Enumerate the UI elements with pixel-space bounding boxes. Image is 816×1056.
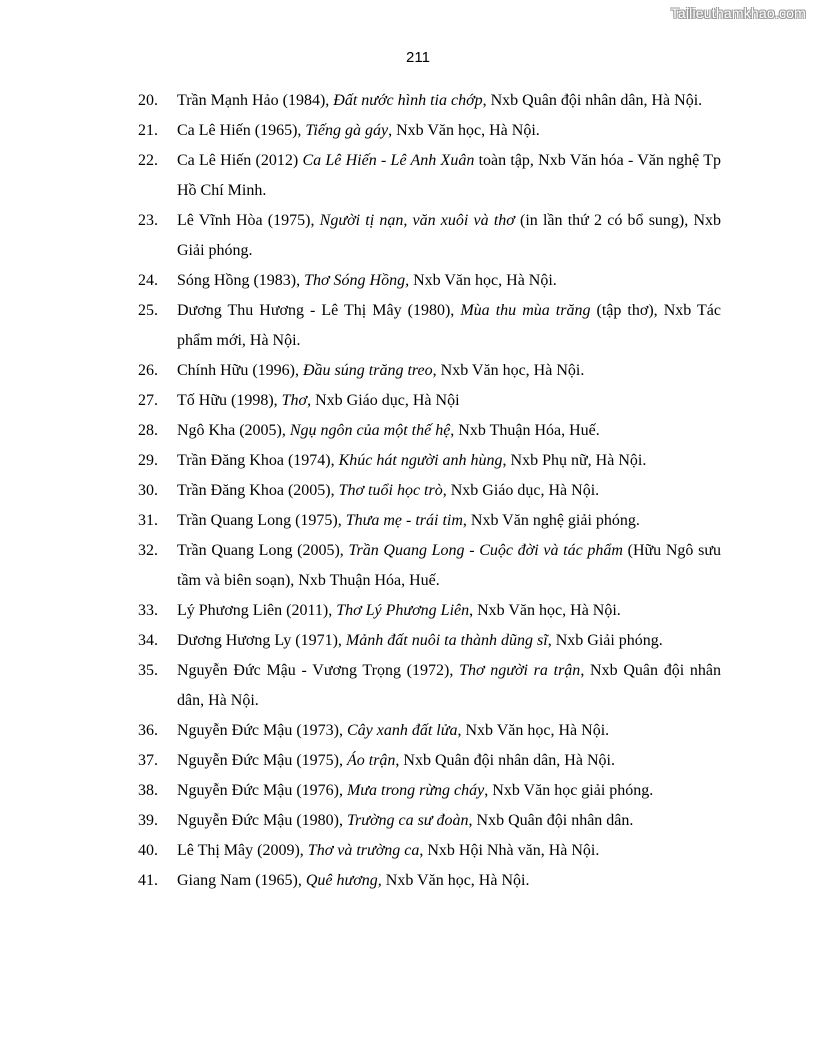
reference-publisher: , Nxb Văn học, Hà Nội. (469, 602, 621, 619)
reference-publisher: , Nxb Quân đội nhân dân, Hà Nội. (395, 752, 615, 769)
reference-author: Giang Nam (1965), (177, 872, 306, 889)
reference-author: Ngô Kha (2005), (177, 422, 290, 439)
reference-author: Ca Lê Hiến (1965), (177, 122, 306, 139)
reference-author: Lê Vĩnh Hòa (1975), (177, 212, 320, 229)
reference-item (138, 806, 721, 836)
reference-item (138, 476, 721, 506)
reference-publisher: , Nxb Hội Nhà văn, Hà Nội. (419, 842, 600, 859)
reference-author: Nguyễn Đức Mậu (1976), (177, 782, 347, 799)
reference-item (138, 206, 721, 266)
reference-title: Ngụ ngôn của một thế hệ (289, 422, 451, 439)
reference-author: Lý Phương Liên (2011), (177, 602, 337, 619)
reference-publisher: (Hữu Ngô sưu tầm và biên soạn), Nxb Thuận Hóa, Huế. (177, 542, 721, 589)
reference-title: Mưa trong rừng cháy (346, 782, 485, 799)
reference-publisher: , Nxb Quân đội nhân dân, Hà Nội. (177, 662, 721, 709)
reference-number: 29. (138, 452, 158, 469)
reference-title: Quê hương, (305, 872, 382, 889)
reference-text (177, 536, 721, 596)
reference-number: 27. (138, 392, 158, 409)
reference-number: 40. (138, 842, 158, 859)
reference-publisher: , Nxb Thuận Hóa, Huế. (450, 422, 600, 439)
reference-item (138, 116, 721, 146)
reference-number: 36. (138, 722, 158, 739)
reference-author: Nguyễn Đức Mậu (1980), (177, 812, 347, 829)
page-number: 211 (406, 49, 430, 66)
reference-text (177, 776, 721, 806)
reference-title: Thơ và trường ca (307, 842, 420, 859)
reference-text (177, 206, 721, 266)
reference-item (138, 746, 721, 776)
reference-number: 30. (138, 482, 158, 499)
reference-author: Nguyễn Đức Mậu - Vương Trọng (1972), (177, 662, 460, 679)
reference-publisher: , Nxb Văn học, Hà Nội. (432, 362, 585, 379)
reference-title: Đất nước hình tia chớp (333, 92, 483, 109)
reference-item (138, 86, 721, 116)
reference-text (177, 806, 721, 836)
reference-text (177, 386, 721, 416)
reference-number: 34. (138, 632, 158, 649)
reference-number: 28. (138, 422, 158, 439)
reference-title: Tiếng gà gáy (305, 122, 389, 139)
reference-author: Trần Mạnh Hảo (1984), (177, 92, 334, 109)
reference-author: Sóng Hồng (1983), (177, 272, 305, 289)
reference-title: Trường ca sư đoàn (346, 812, 469, 829)
reference-publisher: , Nxb Giáo dục, Hà Nội. (442, 482, 600, 499)
reference-author: Lê Thị Mây (2009), (177, 842, 308, 859)
reference-publisher: toàn tập, Nxb Văn hóa - Văn nghệ Tp Hồ Chí Minh. (177, 152, 722, 199)
reference-text (177, 116, 721, 146)
reference-text (177, 296, 721, 356)
reference-title: Mảnh đất nuôi ta thành dũng sĩ (345, 632, 548, 649)
reference-title: Thơ Lý Phương Liên (336, 602, 470, 619)
reference-item (138, 776, 721, 806)
reference-title: Thơ người ra trận (459, 662, 581, 679)
reference-publisher: Nxb Văn học, Hà Nội. (409, 272, 557, 289)
reference-author: Chính Hữu (1996), (177, 362, 303, 379)
reference-title: Khúc hát người anh hùng (338, 452, 503, 469)
reference-item (138, 386, 721, 416)
reference-number: 25. (138, 302, 158, 319)
reference-item (138, 596, 721, 626)
reference-text (177, 626, 721, 656)
reference-number: 38. (138, 782, 158, 799)
reference-title: Thưa mẹ - trái tim (345, 512, 463, 529)
reference-title: Mùa thu mùa trăng (460, 302, 591, 319)
reference-list (138, 86, 721, 896)
reference-number: 32. (138, 542, 158, 559)
reference-item (138, 146, 721, 206)
reference-title: Đầu súng trăng treo (303, 362, 433, 379)
reference-author: Dương Thu Hương - Lê Thị Mây (1980), (177, 302, 461, 319)
reference-text (177, 656, 721, 716)
reference-item (138, 266, 721, 296)
reference-number: 20. (138, 92, 158, 109)
reference-publisher: (in lần thứ 2 có bổ sung), Nxb Giải phóng. (177, 212, 721, 259)
reference-item (138, 626, 721, 656)
reference-author: Tố Hữu (1998), (177, 392, 282, 409)
reference-text (177, 416, 721, 446)
reference-publisher: , Nxb Quân đội nhân dân. (468, 812, 634, 829)
reference-text (177, 836, 721, 866)
reference-title: Thơ tuổi học trò (338, 482, 443, 499)
reference-text (177, 476, 721, 506)
reference-item (138, 536, 721, 596)
reference-number: 21. (138, 122, 158, 139)
reference-publisher: , Nxb Văn nghệ giải phóng. (462, 512, 640, 529)
reference-author: Nguyễn Đức Mậu (1975), (177, 752, 347, 769)
reference-title: Ca Lê Hiến - Lê Anh Xuân (302, 152, 475, 169)
reference-text (177, 596, 721, 626)
reference-number: 26. (138, 362, 158, 379)
reference-number: 24. (138, 272, 158, 289)
reference-item (138, 866, 721, 896)
reference-number: 33. (138, 602, 158, 619)
reference-author: Ca Lê Hiến (2012) (177, 152, 303, 169)
reference-title: Người tị nạn, văn xuôi và thơ (319, 212, 515, 229)
reference-publisher: , Nxb Văn học giải phóng. (484, 782, 654, 799)
reference-title: Trần Quang Long - Cuộc đời và tác phẩm (348, 542, 623, 559)
reference-text (177, 266, 721, 296)
reference-item (138, 356, 721, 386)
reference-number: 23. (138, 212, 158, 229)
reference-author: Trần Quang Long (1975), (177, 512, 346, 529)
reference-title: Thơ (281, 392, 308, 409)
watermark: Tailieuthamkhao.com (670, 5, 806, 21)
reference-author: Trần Quang Long (2005), (177, 542, 349, 559)
reference-publisher: , Nxb Văn học, Hà Nội. (388, 122, 540, 139)
reference-item (138, 836, 721, 866)
reference-publisher: , Nxb Giáo dục, Hà Nội (307, 392, 460, 409)
reference-text (177, 446, 721, 476)
reference-text (177, 716, 721, 746)
reference-title: Thơ Sóng Hồng, (304, 272, 410, 289)
reference-number: 22. (138, 152, 158, 169)
reference-author: Nguyễn Đức Mậu (1973), (177, 722, 347, 739)
reference-item (138, 656, 721, 716)
reference-item (138, 716, 721, 746)
reference-author: Trần Đăng Khoa (1974), (177, 452, 339, 469)
reference-text (177, 146, 721, 206)
reference-text (177, 746, 721, 776)
reference-title: Áo trận (346, 752, 396, 769)
reference-number: 41. (138, 872, 158, 889)
reference-item (138, 416, 721, 446)
reference-publisher: , Nxb Văn học, Hà Nội. (457, 722, 610, 739)
reference-item (138, 506, 721, 536)
reference-text (177, 506, 721, 536)
reference-text (177, 356, 721, 386)
reference-author: Trần Đăng Khoa (2005), (177, 482, 339, 499)
reference-item (138, 296, 721, 356)
reference-publisher: , Nxb Giải phóng. (547, 632, 663, 649)
reference-publisher: , Nxb Phụ nữ, Hà Nội. (502, 452, 647, 469)
reference-text (177, 866, 721, 896)
reference-number: 31. (138, 512, 158, 529)
reference-number: 39. (138, 812, 158, 829)
reference-item (138, 446, 721, 476)
reference-author: Dương Hương Ly (1971), (177, 632, 346, 649)
reference-text (177, 86, 721, 116)
reference-publisher: , Nxb Quân đội nhân dân, Hà Nội. (482, 92, 703, 109)
reference-number: 35. (138, 662, 158, 679)
reference-publisher: (tập thơ), Nxb Tác phẩm mới, Hà Nội. (177, 302, 721, 349)
reference-publisher: Nxb Văn học, Hà Nội. (381, 872, 530, 889)
reference-title: Cây xanh đất lửa (346, 722, 458, 739)
reference-number: 37. (138, 752, 158, 769)
